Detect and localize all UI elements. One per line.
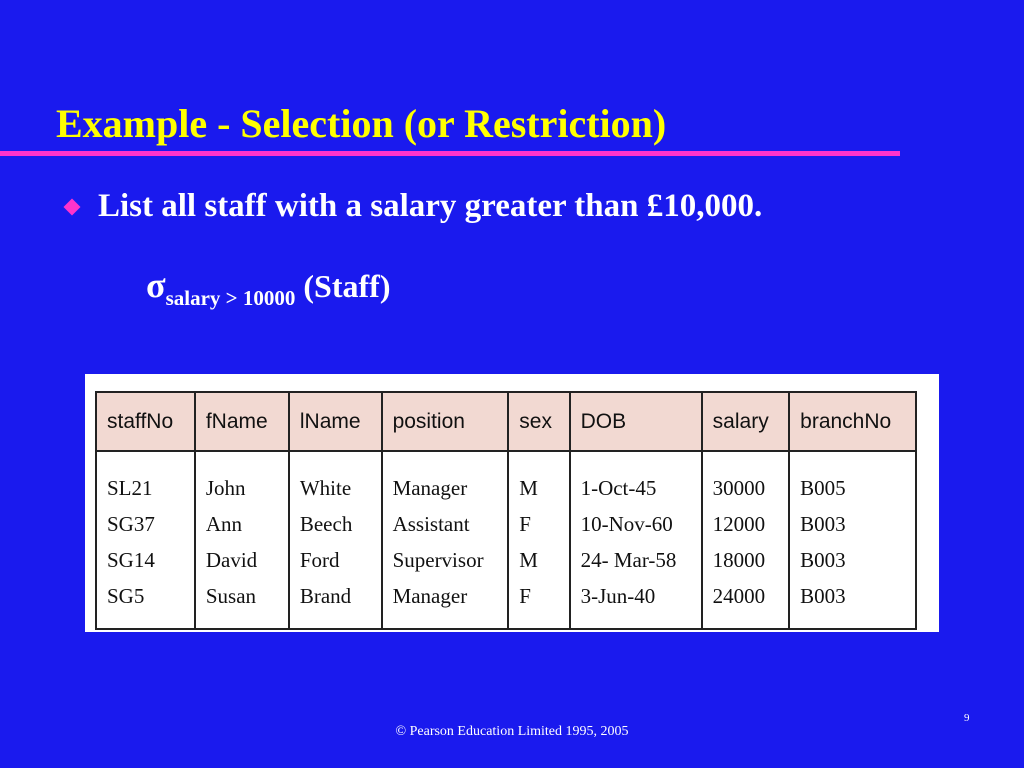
table-cell: 30000: [712, 476, 766, 500]
table-cell: Ann: [205, 512, 243, 536]
staff-table: [95, 391, 917, 630]
table-cell: 12000: [712, 512, 766, 536]
bullet-text: List all staff with a salary greater than £10,000.: [98, 188, 763, 224]
column-header-position: position: [382, 392, 509, 451]
column-cells-fname: [195, 451, 289, 629]
column-header-dob: DOB: [570, 392, 702, 451]
column-cells-position: [382, 451, 509, 629]
table-cell: Ford: [299, 548, 340, 572]
column-cells-staffno: [96, 451, 195, 629]
copyright-footer: © Pearson Education Limited 1995, 2005: [395, 724, 629, 739]
table-cell: F: [519, 584, 531, 608]
table-cell: David: [205, 548, 258, 572]
table-cell: Supervisor: [392, 548, 484, 572]
title-underline: [0, 151, 900, 156]
column-header-staffno: staffNo: [96, 392, 195, 451]
selection-condition: salary > 10000: [165, 286, 296, 310]
column-cells-lname: [289, 451, 382, 629]
table-cell: Manager: [392, 476, 468, 500]
table-cell: Assistant: [392, 512, 470, 536]
page-number: 9: [964, 712, 970, 724]
table-cell: 3-Jun-40: [580, 584, 656, 608]
table-cell: 24- Mar-58: [580, 548, 677, 572]
column-header-sex: sex: [508, 392, 569, 451]
selection-formula: [146, 264, 391, 310]
table-cell: B005: [800, 476, 846, 500]
column-header-branchno: branchNo: [789, 392, 916, 451]
column-cells-sex: [508, 451, 569, 629]
table-cell: SL21: [107, 476, 153, 500]
table-cell: B003: [800, 548, 846, 572]
sigma-operator: σ: [146, 265, 166, 305]
column-cells-branchno: [789, 451, 916, 629]
column-header-fname: fName: [195, 392, 289, 451]
table-cell: SG5: [107, 584, 145, 608]
table-cell: B003: [800, 584, 846, 608]
column-cells-dob: [570, 451, 702, 629]
table-cell: 24000: [712, 584, 766, 608]
table-cell: John: [205, 476, 246, 500]
table-cell: M: [519, 548, 538, 572]
column-header-salary: salary: [702, 392, 789, 451]
table-cell: White: [299, 476, 352, 500]
table-cell: 10-Nov-60: [580, 512, 673, 536]
table-cell: M: [519, 476, 538, 500]
bullet-point: [66, 184, 762, 228]
column-header-lname: lName: [289, 392, 382, 451]
slide-title: Example - Selection (or Restriction): [56, 101, 667, 146]
table-cell: B003: [800, 512, 846, 536]
table-panel: [85, 374, 939, 632]
table-cell: SG37: [107, 512, 155, 536]
relation-name: (Staff): [303, 268, 391, 304]
table-header-row: [96, 392, 916, 451]
column-cells-salary: [702, 451, 789, 629]
table-cell: Susan: [205, 584, 257, 608]
table-cell: F: [519, 512, 531, 536]
table-cell: 1-Oct-45: [580, 476, 657, 500]
table-cell: Beech: [299, 512, 353, 536]
table-cell: Manager: [392, 584, 468, 608]
table-body: [96, 451, 916, 629]
table-cell: SG14: [107, 548, 155, 572]
diamond-bullet-icon: [64, 199, 81, 216]
table-cell: Brand: [299, 584, 352, 608]
table-cell: 18000: [712, 548, 766, 572]
